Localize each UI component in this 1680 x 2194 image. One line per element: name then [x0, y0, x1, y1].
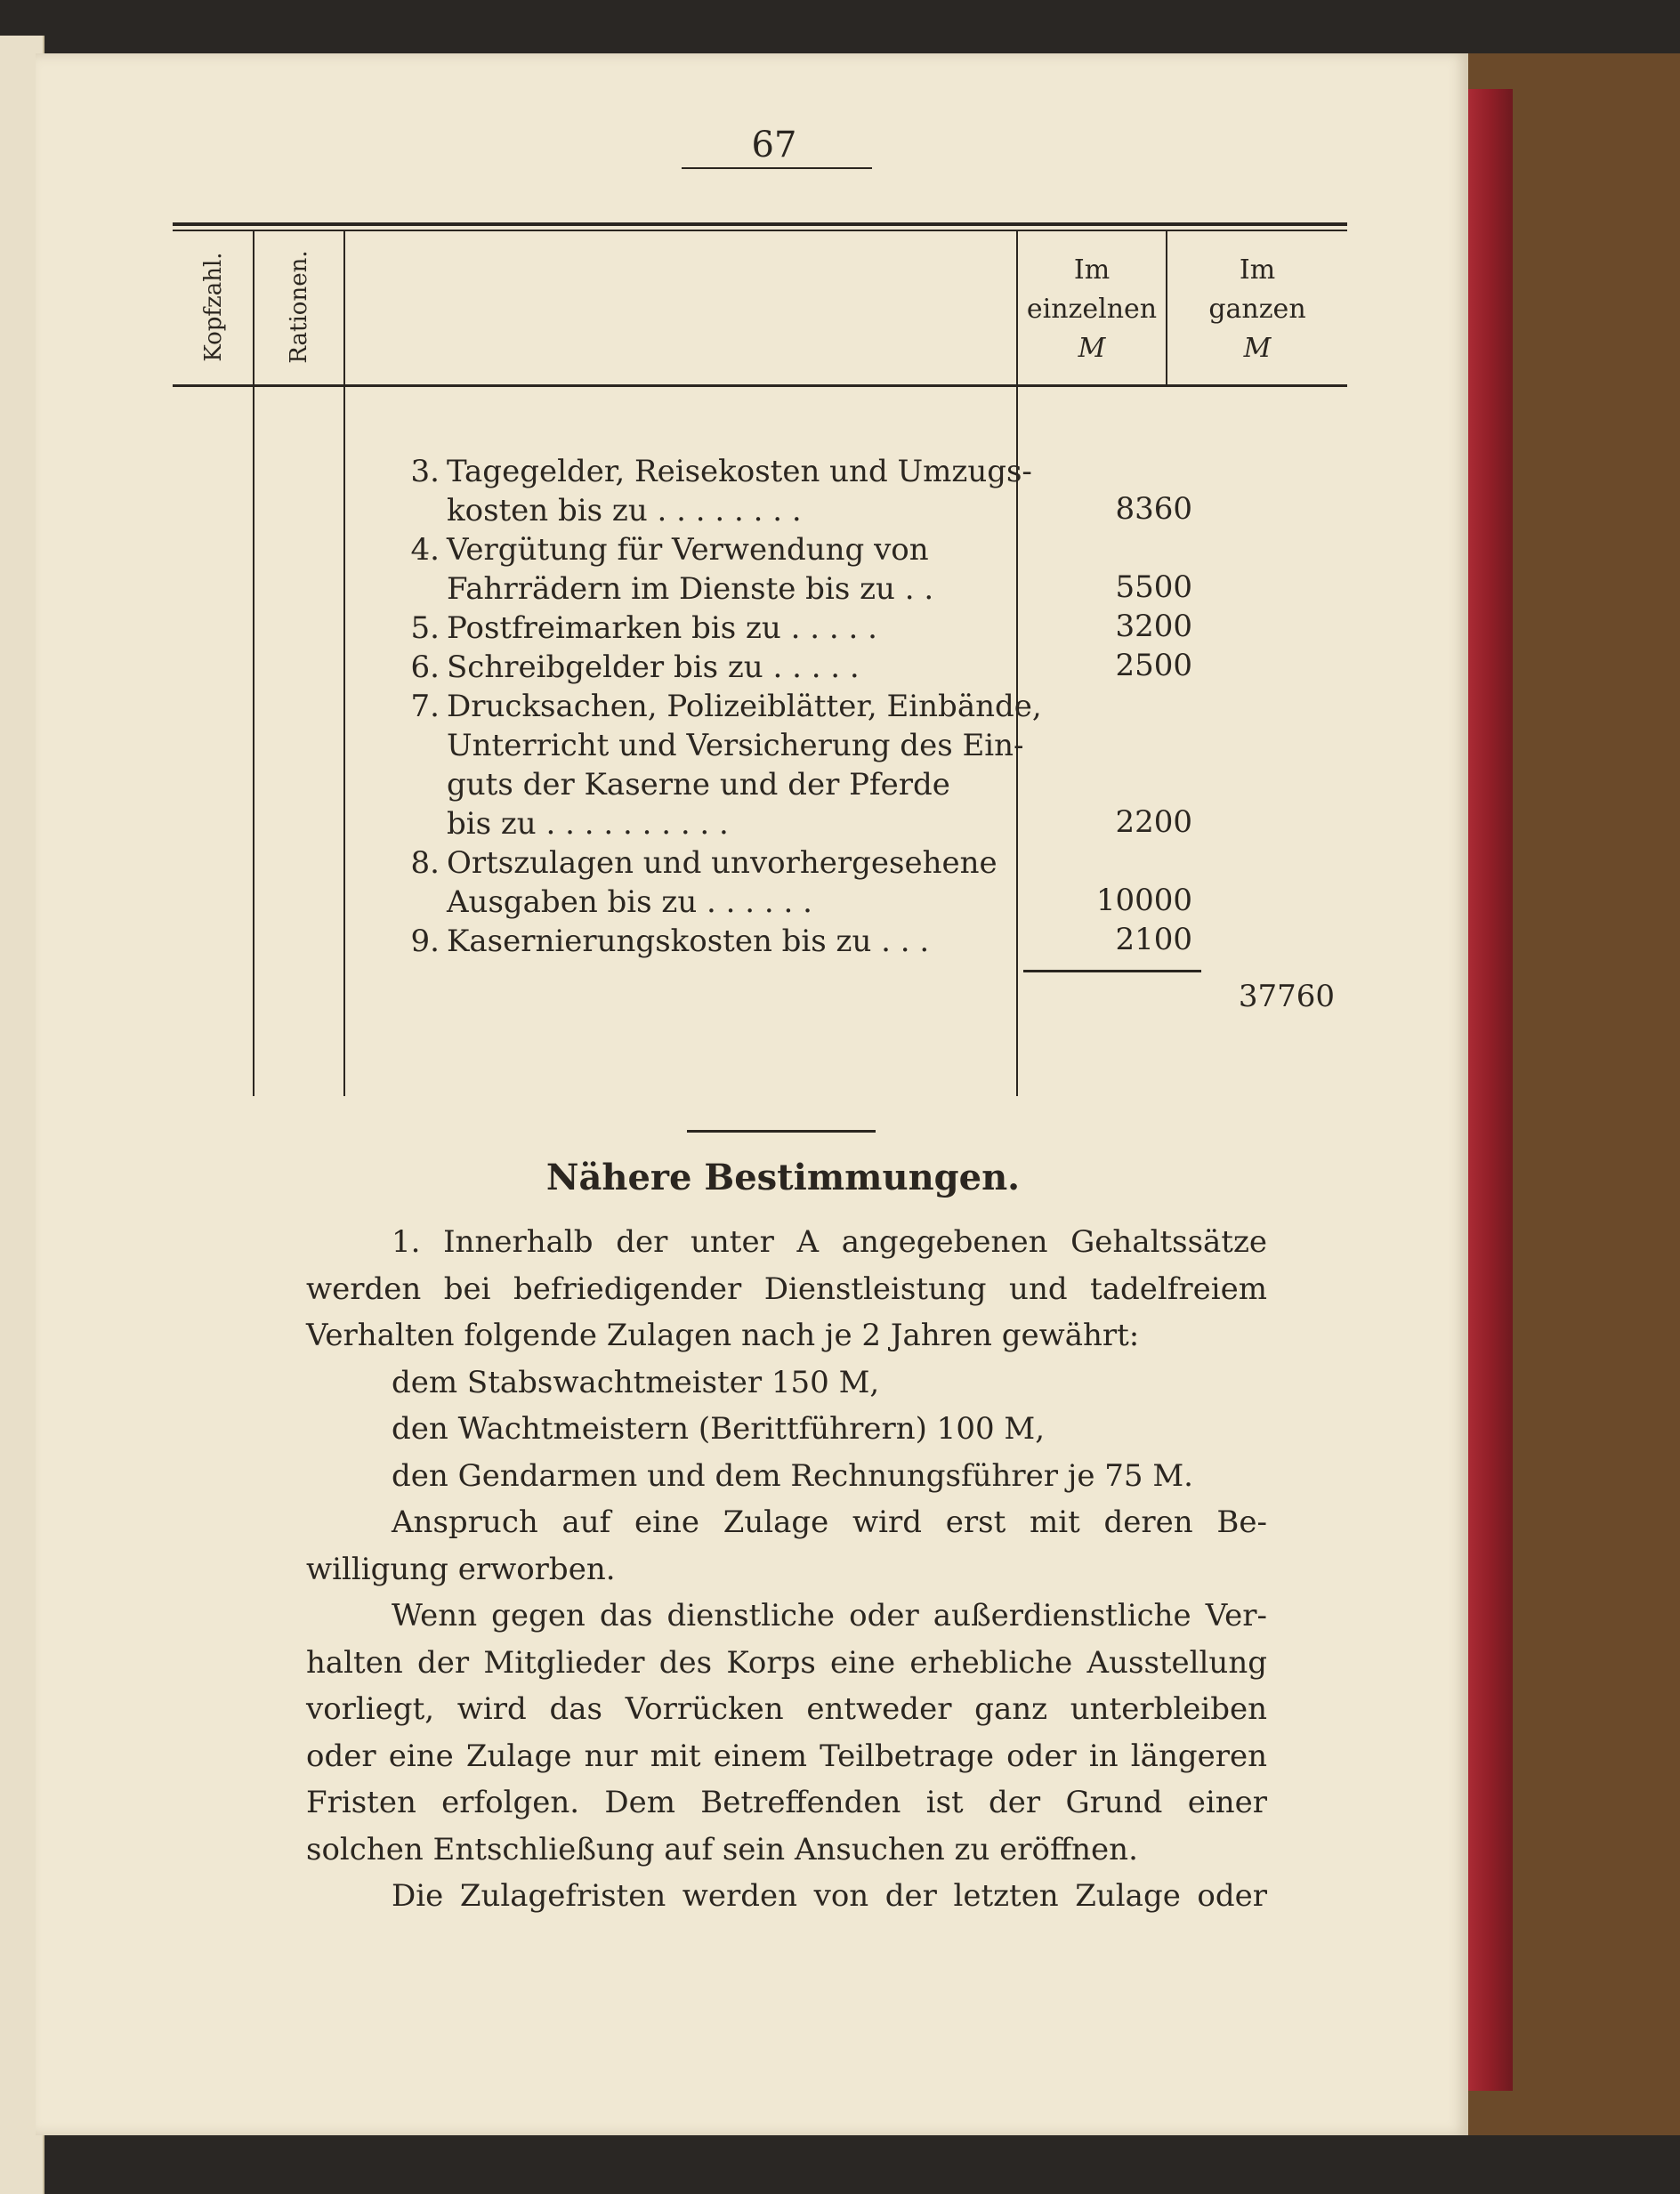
- list-item: 3. Tagegelder, Reisekosten und Umzugs- kosten bis zu . . . . . . . .: [410, 454, 1032, 528]
- section-title: Nähere Bestimmungen.: [545, 1157, 1021, 1198]
- text-line: Fristen erfolgen. Dem Betreffenden ist der Grund einer: [306, 1785, 1267, 1820]
- text-line: Anspruch auf eine Zulage wird erst mit deren Be-: [392, 1504, 1267, 1540]
- amount-cell: 10000: [1095, 883, 1192, 918]
- amount-cell: 2500: [1115, 648, 1192, 683]
- list-item: 8. Ortszulagen und unvorhergesehene Ausgaben bis zu . . . . . .: [410, 845, 998, 920]
- section-rule: [687, 1130, 876, 1133]
- text-line: vorliegt, wird das Vorrücken entweder ganz unterbleiben: [306, 1691, 1267, 1727]
- text-line: 1. Innerhalb der unter A angegebenen Gehaltssätze: [392, 1224, 1267, 1260]
- amount-cell: 8360: [1115, 491, 1192, 527]
- amount-cell: 2200: [1115, 804, 1192, 840]
- list-item: 6. Schreibgelder bis zu . . . . .: [410, 649, 860, 685]
- text-line: Wenn gegen das dienstliche oder außerdienstliche Ver-: [392, 1598, 1267, 1633]
- text-line: den Gendarmen und dem Rechnungsführer je 75 M.: [392, 1457, 1193, 1494]
- text-line: halten der Mitglieder des Korps eine erhebliche Ausstellung: [306, 1644, 1267, 1681]
- header-einzelnen: Im einzelnen M: [1026, 254, 1158, 364]
- text-line: werden bei befriedigender Dienstleistung und tadelfreiem: [306, 1270, 1267, 1307]
- list-item: 5. Postfreimarken bis zu . . . . .: [410, 610, 877, 646]
- table-top-rule: [173, 222, 1347, 226]
- list-item: 7. Drucksachen, Polizeiblätter, Einbände, Unterricht und Versicherung des Ein- guts der Kaserne und der Pferde bis zu . . . . . . . . . .: [410, 689, 1042, 842]
- table-top-rule-2: [173, 230, 1347, 231]
- header-ganzen: Im ganzen M: [1208, 254, 1306, 364]
- header-rationen: Rationen.: [286, 250, 312, 364]
- text-line: oder eine Zulage nur mit einem Teilbetrage oder in längeren: [306, 1738, 1267, 1774]
- col-divider-1: [253, 231, 254, 1096]
- amount-cell: 5500: [1115, 569, 1192, 605]
- amount-cell: 3200: [1115, 609, 1192, 644]
- page-number-rule: [682, 167, 872, 169]
- book-page: [36, 53, 1468, 2135]
- text-line: Die Zulagefristen werden von der letzten Zulage oder: [392, 1878, 1267, 1914]
- list-item: 4. Vergütung für Verwendung von Fahrrädern im Dienste bis zu . .: [410, 532, 934, 607]
- list-item: 9. Kasernierungskosten bis zu . . .: [410, 924, 930, 959]
- text-line: Verhalten folgende Zulagen nach je 2 Jahren gewährt:: [306, 1318, 1140, 1353]
- body-text: [306, 1219, 1267, 1920]
- header-kopfzahl: Kopfzahl.: [200, 252, 227, 362]
- text-line: solchen Entschließung auf sein Ansuchen zu eröffnen.: [306, 1831, 1138, 1867]
- page-number: 67: [751, 125, 797, 165]
- table-header-rule: [173, 384, 1347, 387]
- text-line: dem Stabswachtmeister 150 M,: [392, 1364, 880, 1400]
- total-cell: 37760: [1238, 979, 1335, 1014]
- amount-cell: 2100: [1115, 922, 1192, 957]
- sum-rule: [1023, 970, 1201, 972]
- text-line: willigung erworben.: [306, 1551, 616, 1587]
- col-divider-2: [343, 231, 345, 1096]
- text-line: den Wachtmeistern (Berittführern) 100 M,: [392, 1411, 1046, 1447]
